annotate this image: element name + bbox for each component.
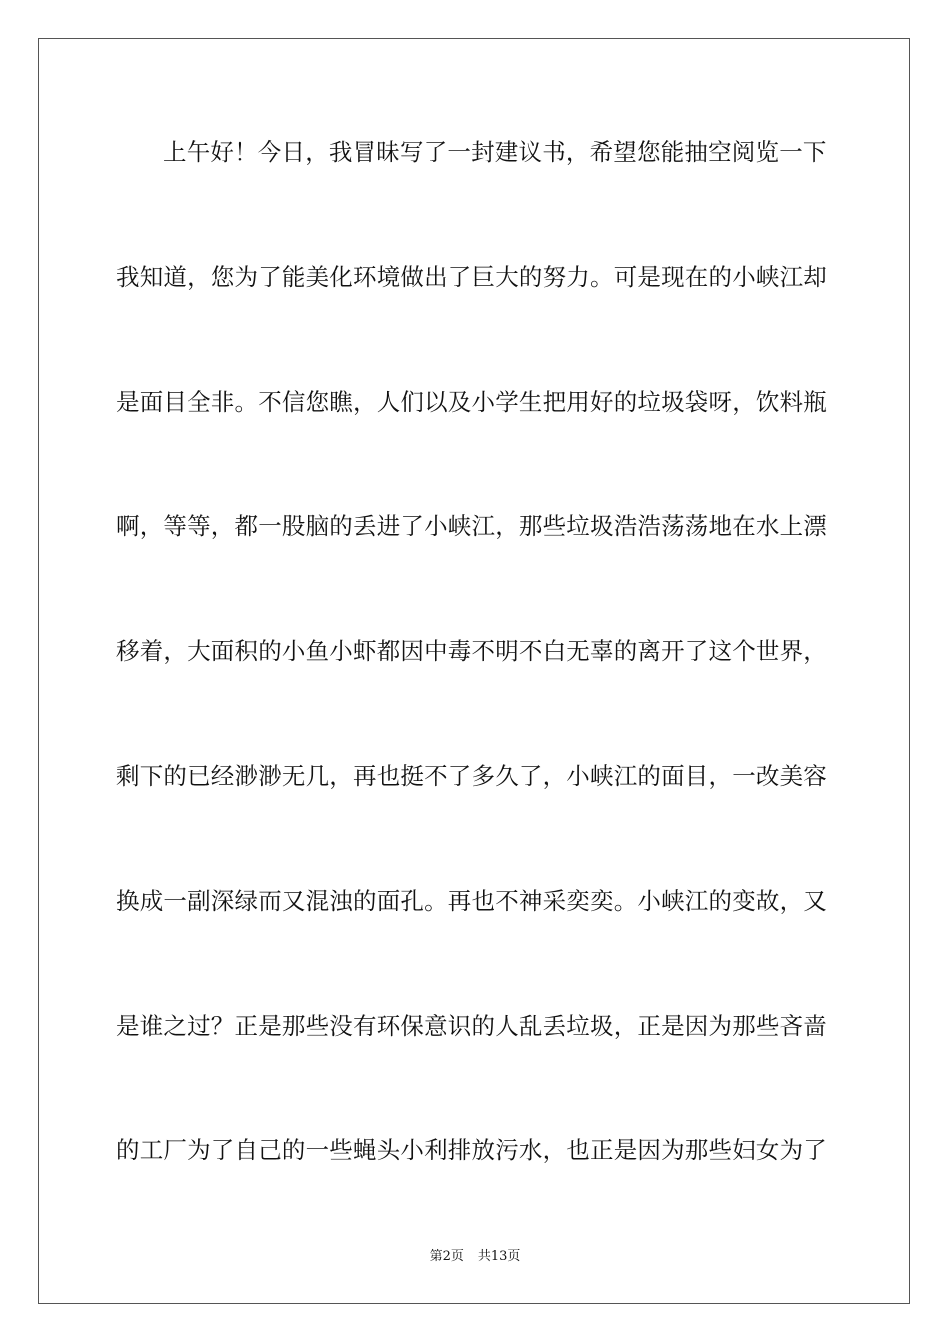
page-number: 第2页 <box>429 1249 464 1264</box>
text-line-4: 啊，等等，都一股脑的丢进了小峡江，那些垃圾浩浩荡荡地在水上漂 <box>116 512 827 540</box>
text-line-9: 的工厂为了自己的一些蝇头小利排放污水，也正是因为那些妇女为了 <box>116 1136 827 1164</box>
page-total: 共13页 <box>477 1249 521 1264</box>
text-line-6: 剩下的已经渺渺无几，再也挺不了多久了，小峡江的面目，一改美容 <box>116 762 827 790</box>
page-footer <box>0 1248 950 1266</box>
text-line-7: 换成一副深绿而又混浊的面孔。再也不神采奕奕。小峡江的变故，又 <box>116 887 827 915</box>
page-frame <box>38 38 910 1304</box>
text-line-2: 我知道，您为了能美化环境做出了巨大的努力。可是现在的小峡江却 <box>116 263 827 291</box>
text-line-1: 上午好！今日，我冒昧写了一封建议书，希望您能抽空阅览一下 <box>163 138 827 166</box>
text-line-3: 是面目全非。不信您瞧，人们以及小学生把用好的垃圾袋呀，饮料瓶 <box>116 388 827 416</box>
text-line-8: 是谁之过？正是那些没有环保意识的人乱丢垃圾，正是因为那些吝啬 <box>116 1012 827 1040</box>
text-line-5: 移着，大面积的小鱼小虾都因中毒不明不白无辜的离开了这个世界， <box>116 637 827 665</box>
